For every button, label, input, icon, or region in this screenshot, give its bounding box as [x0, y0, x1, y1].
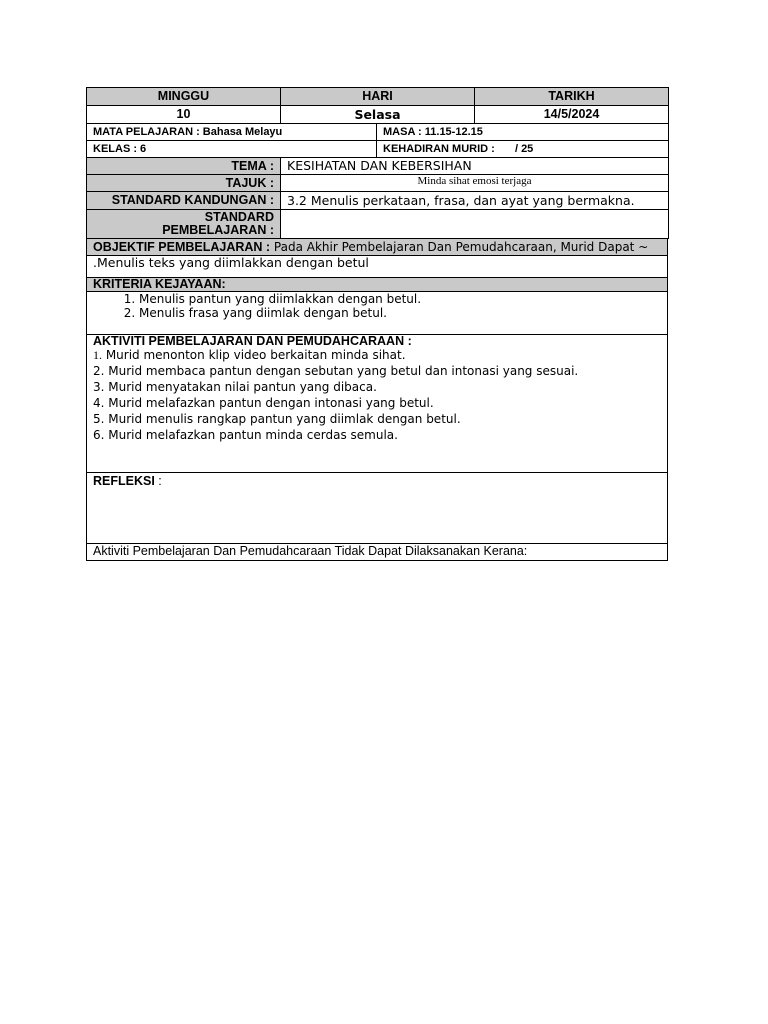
tema-value: KESIHATAN DAN KEBERSIHAN	[281, 158, 669, 175]
objektif-label: OBJEKTIF PEMBELAJARAN :	[93, 240, 271, 254]
tema-label: TEMA :	[87, 158, 281, 175]
masa: MASA : 11.15-12.15	[377, 124, 669, 141]
aktiviti-item: 2. Murid membaca pantun dengan sebutan yang betul dan intonasi yang sesuai.	[93, 364, 579, 378]
tajuk-value: Minda sihat emosi terjaga	[281, 175, 669, 192]
hari-header: HARI	[281, 88, 475, 106]
tajuk-label: TAJUK :	[87, 175, 281, 192]
objektif-intro: Pada Akhir Pembelajaran Dan Pemudahcaraan, Murid Dapat ~	[270, 240, 649, 254]
kehadiran-value: / 25	[514, 143, 534, 155]
aktiviti-item-number: 1.	[93, 348, 102, 362]
kriteria-item: 2. Menulis frasa yang diimlak dengan betul.	[139, 306, 661, 320]
aktiviti-item: 3. Murid menyatakan nilai pantun yang dibaca.	[93, 380, 377, 394]
standard-pembelajaran-value	[281, 210, 669, 239]
aktiviti-label: AKTIVITI PEMBELAJARAN DAN PEMUDAHCARAAN :	[93, 334, 412, 348]
hari-value: Selasa	[281, 106, 475, 124]
standard-kandungan-label: STANDARD KANDUNGAN :	[87, 192, 281, 210]
standard-pembelajaran-label	[87, 210, 281, 239]
tarikh-header: TARIKH	[475, 88, 669, 106]
objective-table	[86, 238, 668, 561]
objektif-header	[87, 239, 668, 256]
refleksi-footer: Aktiviti Pembelajaran Dan Pemudahcaraan Tidak Dapat Dilaksanakan Kerana:	[87, 544, 668, 561]
tarikh-value: 14/5/2024	[475, 106, 669, 124]
kehadiran-murid	[377, 141, 669, 158]
kriteria-item: 1. Menulis pantun yang diimlakkan dengan betul.	[139, 292, 661, 306]
kriteria-cell	[87, 292, 668, 335]
kriteria-label: KRITERIA KEJAYAAN:	[87, 278, 668, 292]
standard-pembelajaran-label-line2: PEMBELAJARAN :	[162, 223, 274, 237]
content-table	[86, 157, 669, 239]
kriteria-list	[93, 292, 661, 320]
kehadiran-label: KEHADIRAN MURID :	[383, 143, 495, 155]
aktiviti-item: 5. Murid menulis rangkap pantun yang diimlak dengan betul.	[93, 412, 461, 426]
header-table	[86, 87, 669, 124]
refleksi-colon: :	[154, 474, 162, 488]
lesson-plan-sheet	[86, 87, 668, 561]
aktiviti-cell	[87, 335, 668, 473]
refleksi-cell	[87, 473, 668, 544]
aktiviti-item-text: Murid menonton klip video berkaitan minda sihat.	[102, 348, 406, 362]
aktiviti-item: 6. Murid melafazkan pantun minda cerdas semula.	[93, 428, 398, 442]
refleksi-label: REFLEKSI	[93, 474, 155, 488]
mata-pelajaran: MATA PELAJARAN : Bahasa Melayu	[87, 124, 377, 141]
objektif-text: .Menulis teks yang diimlakkan dengan betul	[87, 256, 668, 278]
aktiviti-item	[93, 348, 661, 363]
minggu-value: 10	[87, 106, 281, 124]
standard-pembelajaran-label-line1: STANDARD	[204, 210, 274, 224]
info-table	[86, 123, 669, 158]
aktiviti-item: 4. Murid melafazkan pantun dengan intonasi yang betul.	[93, 396, 434, 410]
kelas: KELAS : 6	[87, 141, 377, 158]
standard-kandungan-value: 3.2 Menulis perkataan, frasa, dan ayat yang bermakna.	[281, 192, 669, 210]
minggu-header: MINGGU	[87, 88, 281, 106]
